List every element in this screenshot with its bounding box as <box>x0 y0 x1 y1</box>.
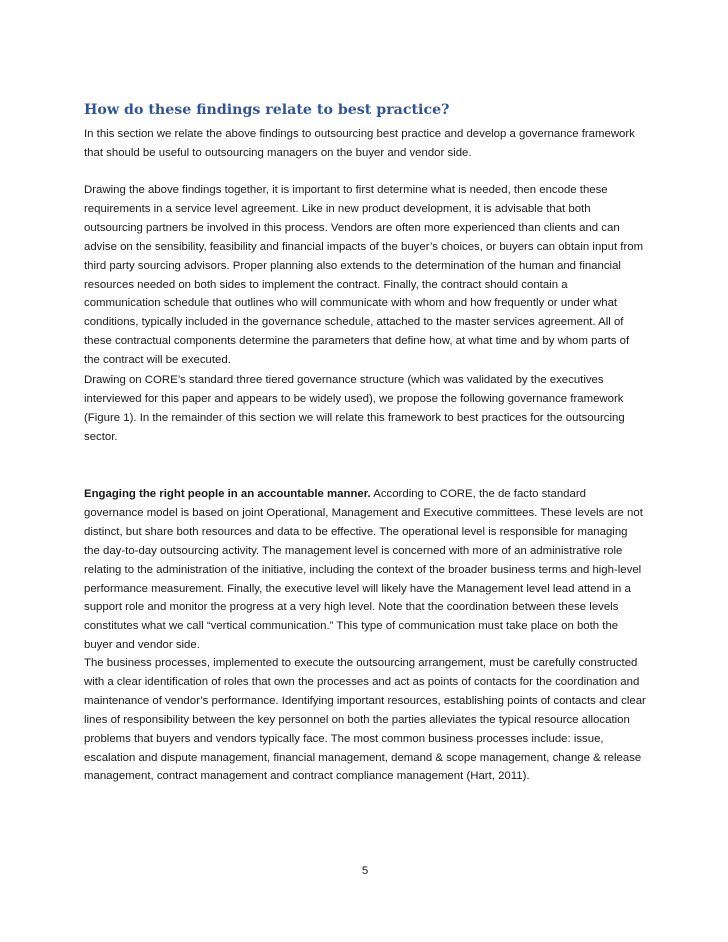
engaging-paragraph <box>84 485 646 655</box>
business-processes-paragraph: The business processes, implemented to execute the outsourcing arrangement, must be carefully constructed with a clear identification of roles that own the processes and act as points of contacts for the coordination and maintenance of vendor’s performance. Identifying important resources, establishing points of contacts and clear lines of responsibility between the key personnel on both the parties alleviates the typical resource allocation problems that buyers and vendors typically face. The most common business processes include: issue, escalation and dispute management, financial management, demand & scope management, change & release management, contract management and contract compliance management (Hart, 2011). <box>84 657 646 783</box>
findings-paragraph: Drawing the above findings together, it is important to first determine what is needed, then encode these requirements in a service level agreement. Like in new product development, it is advisable that both outsourcing partners be involved in this process. Vendors are often more experienced than clients and can advise on the sensibility, feasibility and financial impacts of the buyer’s choices, or buyers can obtain input from third party sourcing advisors. Proper planning also extends to the determination of the human and financial resources needed on both sides to implement the contract. Finally, the contract should contain a communication schedule that outlines who will communicate with whom and how frequently or under what conditions, typically included in the governance schedule, attached to the master services agreement. All of these contractual components determine the parameters that define how, at what time and by whom parts of the contract will be executed. <box>84 184 644 367</box>
intro-paragraph: In this section we relate the above findings to outsourcing best practice and develop a governance framework that should be useful to outsourcing managers on the buyer and vendor side. <box>84 128 635 159</box>
page-number: 5 <box>361 865 369 877</box>
section-heading: How do these findings relate to best practice? <box>84 101 450 118</box>
engaging-text: According to CORE, the de facto standard governance model is based on joint Operational, Management and Executive committees. These levels are not distinct, but share both resources and data to be effective. The operational level is responsible for managing the day-to-day outsourcing activity. The management level is concerned with more of an administrative role relating to the administration of the initiative, including the context of the broader business terms and high-level performance measurement. Finally, the executive level will likely have the Management level lead attend in a support role and monitor the progress at a very high level. Note that the coordination between these levels constitutes what we call “vertical communication.” This type of communication must take place on both the buyer and vendor side. <box>84 488 643 652</box>
framework-paragraph: Drawing on CORE’s standard three tiered governance structure (which was validated by the executives interviewed for this paper and appears to be widely used), we propose the following governance framework (Figure 1). In the remainder of this section we will relate this framework to best practices for the outsourcing sector. <box>84 374 625 443</box>
engaging-lead: Engaging the right people in an accountable manner. <box>84 488 371 500</box>
